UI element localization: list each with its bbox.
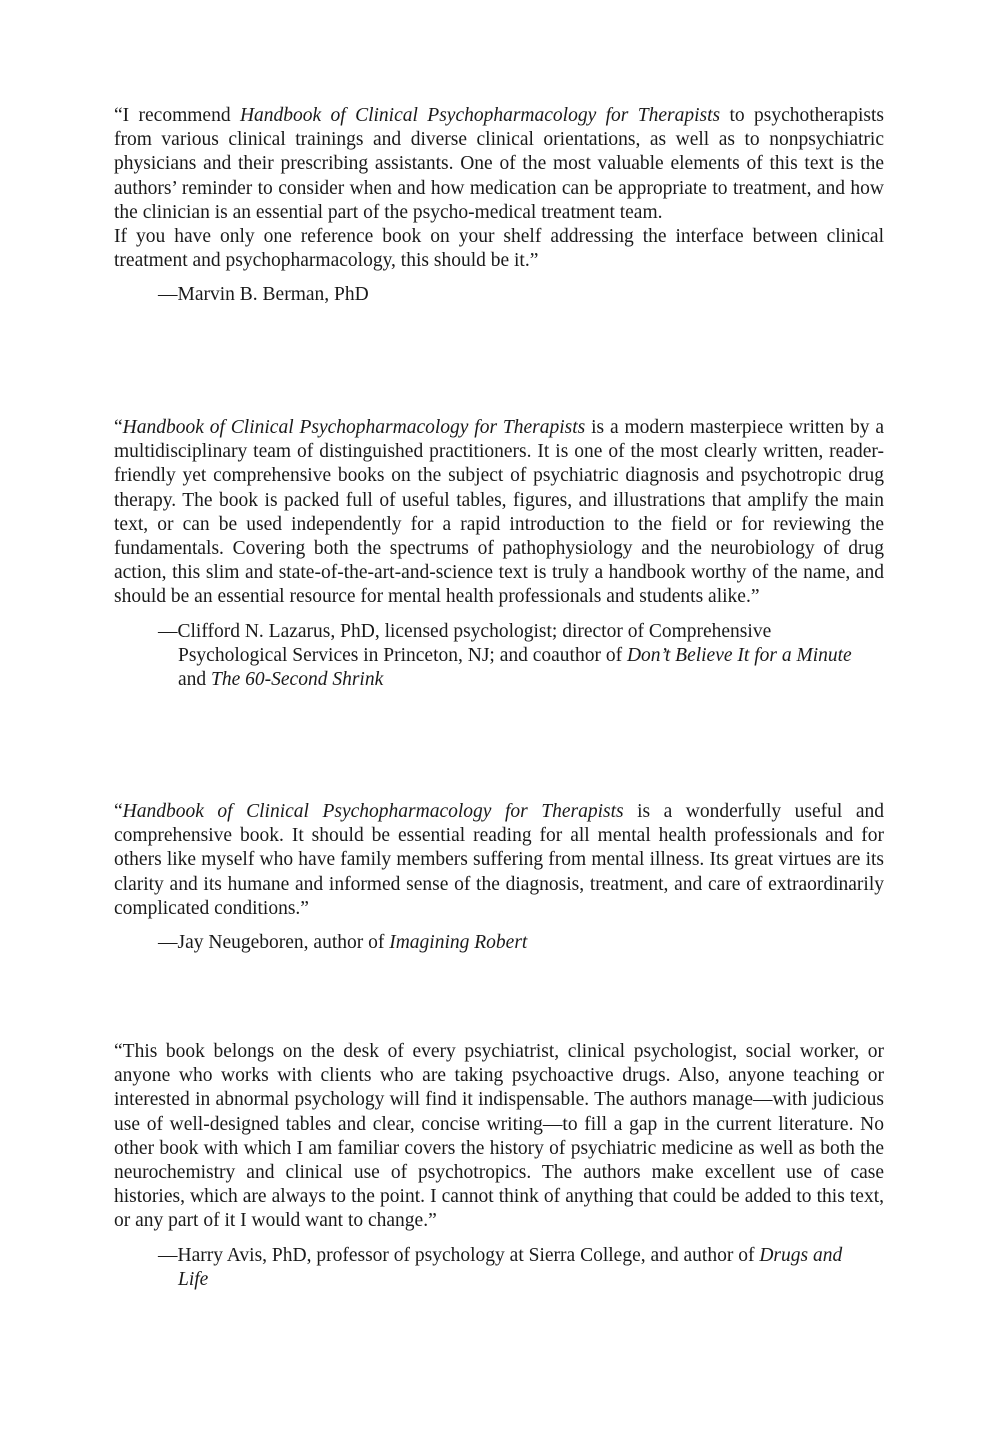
attribution-text: —Clifford N. Lazarus, PhD, licensed psychologist; director of Comprehensive Psychological Services in Princeton, NJ; and coauthor of xyxy=(158,620,772,666)
testimonial-attribution xyxy=(114,620,884,693)
testimonial-quote xyxy=(114,800,884,921)
quote-text: “ xyxy=(114,417,123,438)
quote-paragraph xyxy=(114,1040,884,1234)
quote-paragraph xyxy=(114,104,884,225)
quote-text: is a wonderfully useful and comprehensive book. It should be essential reading for all mental health professionals and for others like myself who have family members suffering from mental illness. Its great virtues are its clarity and its humane and informed sense of the diagnosis, treatment, and care of extraordinarily complicated conditions.” xyxy=(114,801,884,919)
testimonial-quote xyxy=(114,1040,884,1234)
quote-paragraph xyxy=(114,800,884,921)
book-title: Handbook of Clinical Psychopharmacology for Therapists xyxy=(122,801,624,822)
attribution-text: —Jay Neugeboren, author of xyxy=(158,932,390,954)
quote-paragraph xyxy=(114,416,884,610)
attribution-text: —Marvin B. Berman, PhD xyxy=(158,284,369,306)
quote-text: to psychotherapists from various clinical trainings and diverse clinical orientations, as well as to nonpsychiatric physicians and their prescribing assistants. One of the most valuable elements of this text is the authors’ reminder to consider when and how medication can be appropriate to treatment, and how the clinician is an essential part of the psycho-medical treatment team. xyxy=(114,105,884,223)
quote-text: If you have only one reference book on your shelf addressing the interface between clinical treatment and psychopharmacology, this should be it.” xyxy=(114,226,884,272)
book-title: Handbook of Clinical Psychopharmacology for Therapists xyxy=(122,417,586,438)
quote-text: is a modern masterpiece written by a multidisciplinary team of distinguished practitioners. It is one of the most clearly written, reader-friendly yet comprehensive books on the subject of psychiatric diagnosis and psychotropic drug therapy. The book is packed full of useful tables, figures, and illustrations that amplify the main text, or can be used independently for a rapid introduction to the field or for reviewing the fundamentals. Covering both the spectrums of pathophysiology and the neurobiology of drug action, this slim and state-of-the-art-and-science text is truly a handbook worthy of the name, and should be an essential resource for mental health professionals and students alike.” xyxy=(114,417,884,608)
quote-paragraph xyxy=(114,225,884,273)
quote-text: “ xyxy=(114,801,123,822)
book-title: Don’t Believe It for a Minute xyxy=(626,644,852,666)
book-title: The 60-Second Shrink xyxy=(211,669,384,691)
testimonial-lazarus xyxy=(114,416,884,692)
attribution-text: —Harry Avis, PhD, professor of psychology at Sierra College, and author of xyxy=(158,1244,760,1266)
testimonial-avis xyxy=(114,1040,884,1292)
testimonial-attribution xyxy=(114,1244,884,1292)
testimonial-berman xyxy=(114,104,884,308)
testimonial-attribution xyxy=(114,931,884,955)
testimonial-quote xyxy=(114,416,884,610)
book-title: Drugs and Life xyxy=(178,1244,843,1290)
book-title: Imagining Robert xyxy=(389,932,528,954)
book-title: Handbook of Clinical Psychopharmacology for Therapists xyxy=(239,105,721,126)
quote-text: “This book belongs on the desk of every psychiatrist, clinical psychologist, social worker, or anyone who works with clients who are taking psychoactive drugs. Also, anyone teaching or interested in abnormal psychology will find it indispensable. The authors manage—with judicious use of well-designed tables and clear, concise writing—to fill a gap in the current literature. No other book with which I am familiar covers the history of psychiatric medicine as well as both the neurochemistry and clinical use of psychotropics. The authors make excellent use of case histories, which are always to the point. I cannot think of anything that could be added to this text, or any part of it I would want to change.” xyxy=(114,1041,884,1232)
testimonial-neugeboren xyxy=(114,800,884,955)
quote-text: “I recommend xyxy=(114,105,240,126)
testimonial-attribution xyxy=(114,283,884,307)
attribution-text: and xyxy=(178,669,212,691)
testimonial-quote xyxy=(114,104,884,273)
